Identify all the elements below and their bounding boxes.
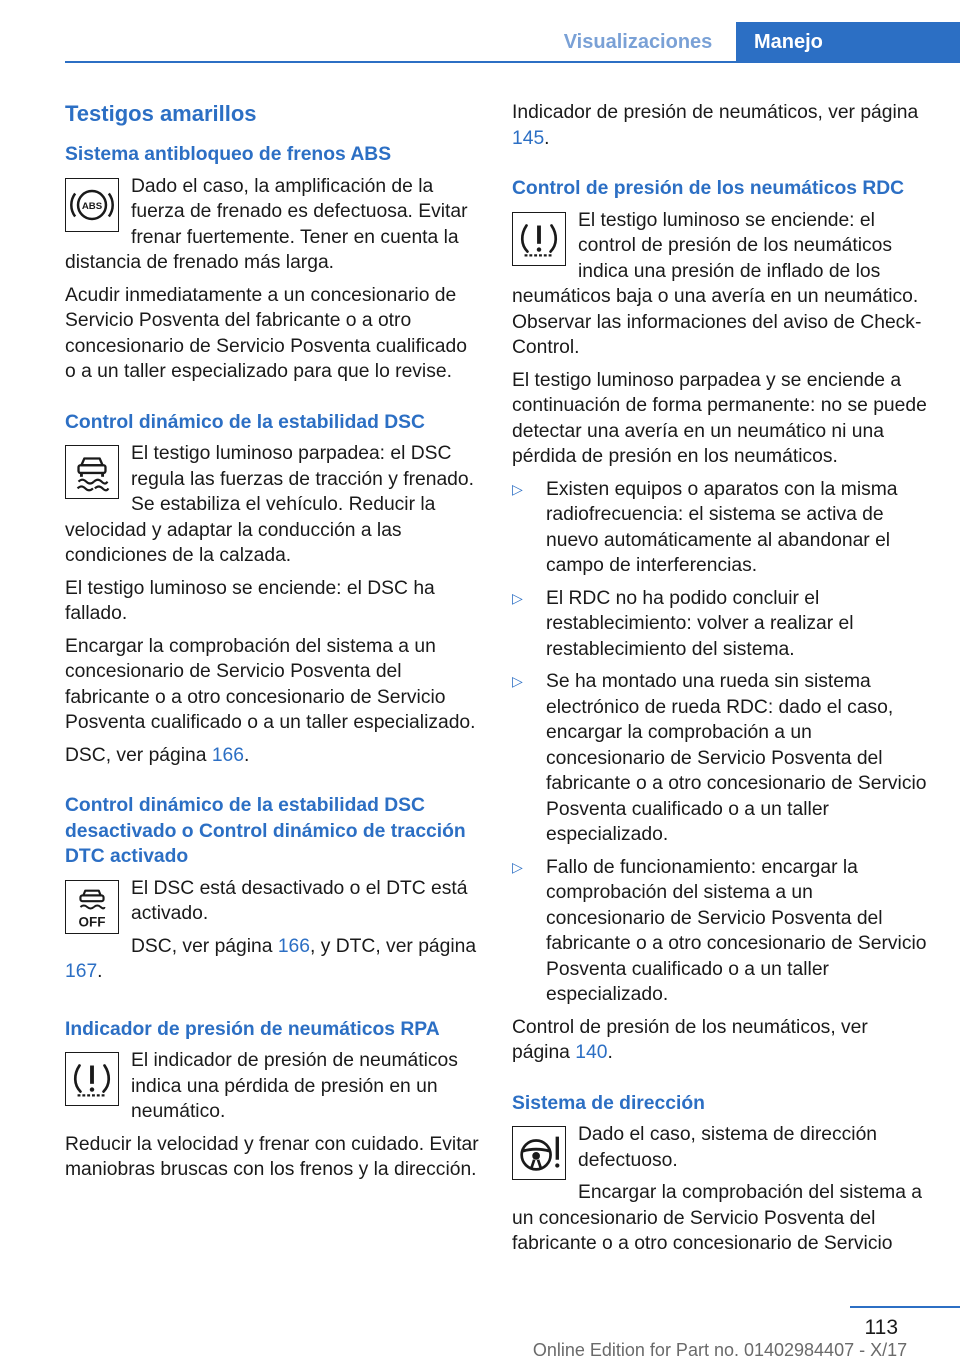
abs-paragraph-1: Dado el caso, la amplificación de la fuerza de frenado es defectuosa. Evitar frenar fuertemente. Tener en cuenta la distancia de frenado más larga.: [65, 175, 468, 273]
edition-footer: Online Edition for Part no. 01402984407 - X/17: [532, 1340, 908, 1360]
right-column: [512, 100, 930, 1264]
section-heading-yellow-lights: Testigos amarillos: [65, 101, 257, 126]
abs-paragraph-2: Acudir inmediatamente a un concesionario de Servicio Posventa del fabricante o a otro concesionario de Servicio Posventa cualificado o a un taller especializado para que lo revise.: [65, 284, 467, 382]
footer-rule: [850, 1306, 960, 1308]
rdc-paragraph-2: El testigo luminoso parpadea y se enciende a continuación de forma permanente: no se puede detectar una avería en un neumático ni una pérdida de presión en los neumáticos.: [512, 369, 927, 467]
steering-wheel-warning-icon: [512, 1126, 566, 1180]
rdc-page-reference: Control de presión de los neumáticos, ver página 140.: [512, 1016, 868, 1063]
svg-text:ABS: ABS: [81, 200, 103, 212]
list-item: ▷ Se ha montado una rueda sin sistema electrónico de rueda RDC: dado el caso, encargar la comprobación a un concesionario de Servicio Posventa del fabricante o a otro concesionario de Servicio Posventa cualificado o a un taller especializado.: [512, 671, 927, 845]
rdc-paragraph-1: El testigo luminoso se enciende: el control de presión de los neumáticos indica una presión de inflado de los neumáticos baja o una avería en un neumático. Observar las informaciones del aviso de Check-Control.: [512, 209, 922, 358]
abs-warning-icon: [65, 178, 119, 232]
dsc-icon: [65, 445, 119, 499]
steering-paragraph-2: Encargar la comprobación del sistema a un concesionario de Servicio Posventa del fabricante o a otro concesionario de Servicio: [512, 1182, 923, 1254]
rpa-block: [65, 1048, 480, 1132]
page-number: 113: [864, 1316, 898, 1339]
list-item: ▷ Existen equipos o aparatos con la misma radiofrecuencia: el sistema se activa de nuevo automáticamente al abandonar el campo de interferencias.: [512, 478, 898, 576]
dsc-off-block: [65, 876, 480, 992]
rdc-block: [512, 208, 930, 368]
heading-abs: Sistema antibloqueo de frenos ABS: [65, 144, 392, 165]
dsc-block: [65, 441, 480, 576]
steering-block: [512, 1122, 930, 1264]
rpa-paragraph-1: El indicador de presión de neumáticos indica una pérdida de presión en un neumático.: [131, 1050, 458, 1122]
triangle-bullet-icon: ▷: [512, 480, 523, 497]
rpa-paragraph-2: Reducir la velocidad y frenar con cuidado. Evitar maniobras bruscas con los frenos y la dirección.: [65, 1133, 479, 1180]
rpa-page-reference: Indicador de presión de neumáticos, ver página 145.: [512, 102, 919, 149]
page-link-145[interactable]: 145: [512, 127, 545, 149]
dsc-page-reference: DSC, ver página 166.: [65, 744, 250, 766]
heading-rdc: Control de presión de los neumáticos RDC: [512, 178, 905, 199]
page-link-166[interactable]: 166: [277, 935, 310, 957]
tire-pressure-icon: [512, 212, 566, 266]
abs-block: [65, 174, 480, 283]
list-item: ▷ Fallo de funcionamiento: encargar la comprobación del sistema a un concesionario de Servicio Posventa del fabricante o a otro concesionario de Servicio Posventa cualificado o a un taller especializado.: [512, 856, 927, 1005]
triangle-bullet-icon: ▷: [512, 858, 523, 875]
heading-dsc: Control dinámico de la estabilidad DSC: [65, 411, 425, 433]
dsc-paragraph-3: Encargar la comprobación del sistema a un concesionario de Servicio Posventa del fabricante o a otro concesionario de Servicio Posventa cualificado o a un taller especializado.: [65, 635, 476, 733]
dsc-paragraph-2: El testigo luminoso se enciende: el DSC ha fallado.: [65, 577, 435, 624]
dsc-off-page-reference: DSC, ver página 166, y DTC, ver página 167.: [65, 935, 477, 982]
steering-paragraph-1: Dado el caso, sistema de dirección defectuoso.: [578, 1124, 878, 1171]
left-column: [65, 100, 480, 1190]
triangle-bullet-icon: ▷: [512, 673, 523, 689]
header-section-label: Visualizaciones: [563, 31, 713, 53]
list-item: ▷ El RDC no ha podido concluir el restablecimiento: volver a realizar el restablecimiento del sistema.: [512, 587, 854, 660]
page-link-167[interactable]: 167: [65, 961, 98, 982]
svg-text:OFF: OFF: [78, 913, 106, 929]
triangle-bullet-icon: ▷: [512, 589, 523, 606]
dsc-off-paragraph-1: El DSC está desactivado o el DTC está activado.: [131, 877, 468, 924]
tire-pressure-icon: [65, 1052, 119, 1106]
rdc-bullet-list: [512, 477, 930, 1008]
header-rule: [65, 61, 960, 63]
heading-rpa: Indicador de presión de neumáticos RPA: [65, 1018, 440, 1040]
page-link-166[interactable]: 166: [211, 744, 244, 766]
heading-steering: Sistema de dirección: [512, 1092, 705, 1114]
dsc-off-icon: [65, 880, 119, 934]
dsc-paragraph-1: El testigo luminoso parpadea: el DSC regula las fuerzas de tracción y frenado. Se estabiliza el vehículo. Reducir la velocidad y adaptar la conducción a las condiciones de la calzada.: [65, 443, 474, 566]
heading-dsc-off: Control dinámico de la estabilidad DSC desactivado o Control dinámico de tracción DTC activado: [65, 795, 466, 867]
page-link-140[interactable]: 140: [575, 1042, 608, 1063]
header-chapter-tab: Manejo: [736, 22, 960, 62]
